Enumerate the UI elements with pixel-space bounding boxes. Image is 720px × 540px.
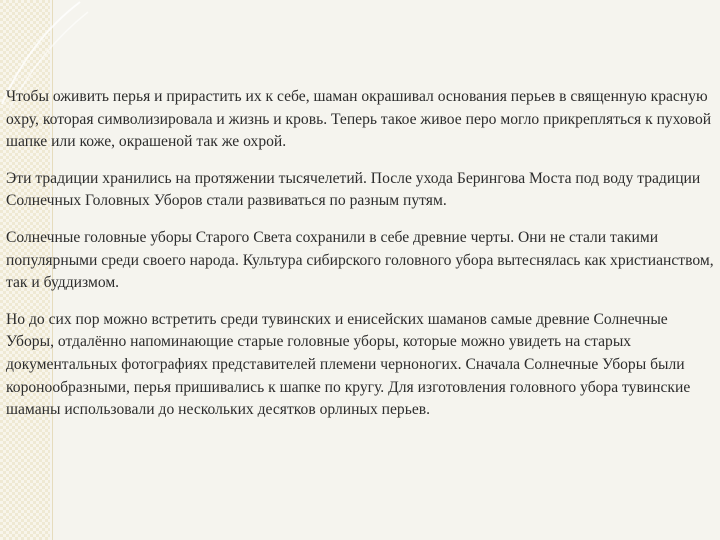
paragraph-1: Чтобы оживить перья и прирастить их к себе, шаман окрашивал основания перьев в священную красную охру, которая символизировала и жизнь и кровь. Теперь такое живое перо могло прикрепляться к пуховой шапке или коже, окрашеной так же охрой. bbox=[6, 88, 712, 151]
paragraph-2: Эти традиции хранились на протяжении тысячелетий. После ухода Берингова Моста под воду традиции Солнечных Головных Уборов стали развиваться по разным путям. bbox=[6, 169, 701, 210]
paragraph-4: Но до сих пор можно встретить среди тувинских и енисейских шаманов самые древние Солнечные Уборы, отдалённо напоминающие старые головные уборы, которые можно увидеть на старых документальных фотографиях представителей племени черноногих. Сначала Солнечные Уборы были коронообразными, перья пришивались к шапке по кругу. Для изготовления головного убора тувинские шаманы использовали до нескольких десятков орлиных перьев. bbox=[6, 310, 691, 419]
slide-body-text bbox=[6, 86, 716, 436]
paragraph-3: Солнечные головные уборы Старого Света сохранили в себе древние черты. Они не стали такими популярными среди своего народа. Культура сибирского головного убора вытеснялась как христианством, так и буддизмом. bbox=[6, 228, 714, 292]
